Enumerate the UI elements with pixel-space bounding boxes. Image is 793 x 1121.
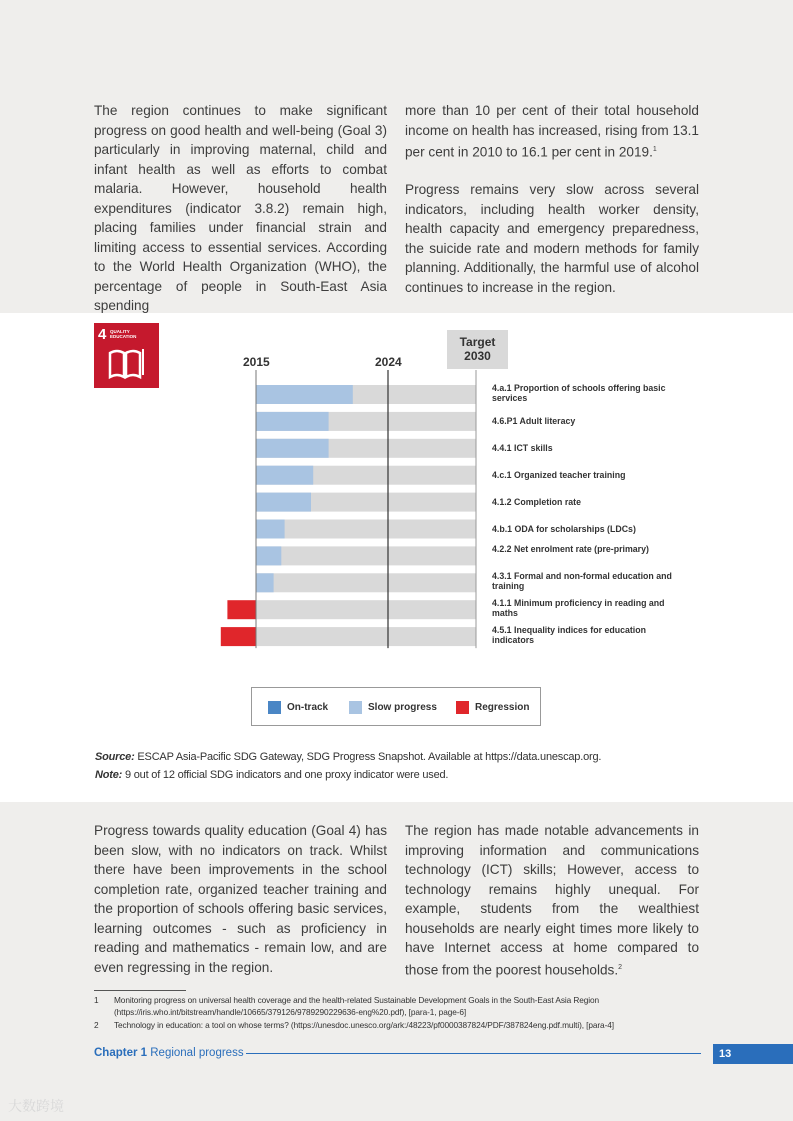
year-2024-label: 2024 bbox=[375, 355, 402, 369]
chart-legend bbox=[251, 687, 541, 726]
legend-slow-progress: Slow progress bbox=[349, 701, 437, 714]
bottom-right-paragraph: The region has made notable advancements in improving information and communications technology (ICT) skills; However, access to technology remains highly unequal. For example, students from the wealthiest households are nearly eight times more likely to have Internet access at home compared to those from the poorest households.$^2$ bbox=[405, 823, 699, 978]
legend-swatch-on-track bbox=[268, 701, 281, 714]
footnote-2-link[interactable]: Technology in education: a tool on whose terms? (https://unesdoc.unesco.org/ark:/48223/pf0000387824/PDF/387824eng.pdf.multi), [para-4] bbox=[114, 1020, 614, 1030]
bar-label: 4.3.1 Formal and non-formal education and training bbox=[492, 571, 672, 592]
legend-swatch-slow-progress bbox=[349, 701, 362, 714]
legend-swatch-regression bbox=[456, 701, 469, 714]
top-right-paragraph-2: Progress remains very slow across several indicators, including health worker density, health capacity and emergency preparedness, the suicide rate and modern methods for family planning. Additionally, the harmful use of alcohol continues to increase in the region. bbox=[405, 182, 699, 295]
footer-divider bbox=[246, 1053, 701, 1054]
top-left-paragraph: The region continues to make significant progress on good health and well-being (Goal 3) particularly in improving maternal, child and infant health as well as efforts to combat malaria. However, household health expenditures (indicator 3.8.2) remain high, placing families under financial strain and limiting access to essential services. According to the World Health Organization (WHO), the percentage of people in South-East Asia spending bbox=[94, 103, 387, 313]
bottom-right-column bbox=[405, 821, 699, 998]
legend-on-track: On-track bbox=[268, 701, 328, 714]
top-right-paragraph-1: more than 10 per cent of their total household income on health has increased, rising from 13.1 per cent in 2010 to 16.1 per cent in 2019.$^1$ bbox=[405, 103, 699, 160]
bar-label: 4.1.2 Completion rate bbox=[492, 496, 581, 507]
bottom-left-column bbox=[94, 821, 387, 995]
bar-label: 4.a.1 Proportion of schools offering basic services bbox=[492, 383, 666, 403]
bottom-text-section bbox=[0, 802, 793, 1121]
footnote-ref-1[interactable]: 1 bbox=[652, 146, 657, 153]
target-2030-label: Target 2030 bbox=[447, 330, 508, 369]
bar-label: 4.5.1 Inequality indices for education indicators bbox=[492, 625, 646, 646]
legend-regression: Regression bbox=[456, 701, 529, 714]
figure-note: Note: 9 out of 12 official SDG indicators and one proxy indicator were used. bbox=[95, 769, 449, 781]
footnote-1-link[interactable]: (https://iris.who.int/bitstream/handle/10665/379126/9789290229636-eng%20.pdf), [para-1, page-6] bbox=[114, 1007, 467, 1017]
year-2015-label: 2015 bbox=[243, 355, 270, 369]
sdg-number: 4 bbox=[98, 326, 107, 343]
page-number: 13 bbox=[713, 1044, 793, 1064]
sdg-title: QUALITY EDUCATION bbox=[110, 329, 137, 339]
bar-label: 4.b.1 ODA for scholarships (LDCs) bbox=[492, 523, 636, 534]
footnote-ref-2[interactable]: 2 bbox=[618, 963, 623, 971]
figure-source: Source: ESCAP Asia-Pacific SDG Gateway, SDG Progress Snapshot. Available at https://data.unescap.org. bbox=[95, 751, 602, 763]
top-left-column bbox=[94, 101, 387, 334]
footer-chapter[interactable]: Chapter 1 Regional progress bbox=[94, 1047, 244, 1059]
bottom-left-paragraph: Progress towards quality education (Goal 4) has been slow, with no indicators on track. Whilst there have been improvements in the school completion rate, organized teacher training and the proportion of schools offering basic services, learning outcomes - such as proficiency in reading and mathematics - remain low, and are even regressing in the region. bbox=[94, 823, 387, 975]
footnote-divider bbox=[94, 990, 186, 991]
watermark: 大数跨境 bbox=[8, 1098, 64, 1114]
bar-label: 4.4.1 ICT skills bbox=[492, 442, 553, 453]
bar-label: 4.1.1 Minimum proficiency in reading and maths bbox=[492, 598, 665, 619]
book-pencil-icon bbox=[108, 349, 144, 381]
bar-label: 4.6.P1 Adult literacy bbox=[492, 415, 576, 426]
footnote-2: 2 Technology in education: a tool on whose terms? (https://unesdoc.unesco.org/ark:/48223/pf0000387824/PDF/387824eng.pdf.multi), [para-4] bbox=[94, 1020, 614, 1030]
top-right-column bbox=[405, 101, 699, 315]
bar-label: 4.2.2 Net enrolment rate (pre-primary) bbox=[492, 544, 649, 555]
footnote-1: 1 Monitoring progress on universal health coverage and the health-related Sustainable Development Goals in the South-East Asia Region (https://iris.who.int/bitstream/handle/10665/379126/9789290229636-eng%20.pdf), [para-1, page-6] bbox=[94, 995, 600, 1017]
bar-label: 4.c.1 Organized teacher training bbox=[492, 469, 626, 480]
sdg4-quality-education-icon bbox=[94, 323, 159, 388]
top-text-section bbox=[0, 0, 793, 313]
